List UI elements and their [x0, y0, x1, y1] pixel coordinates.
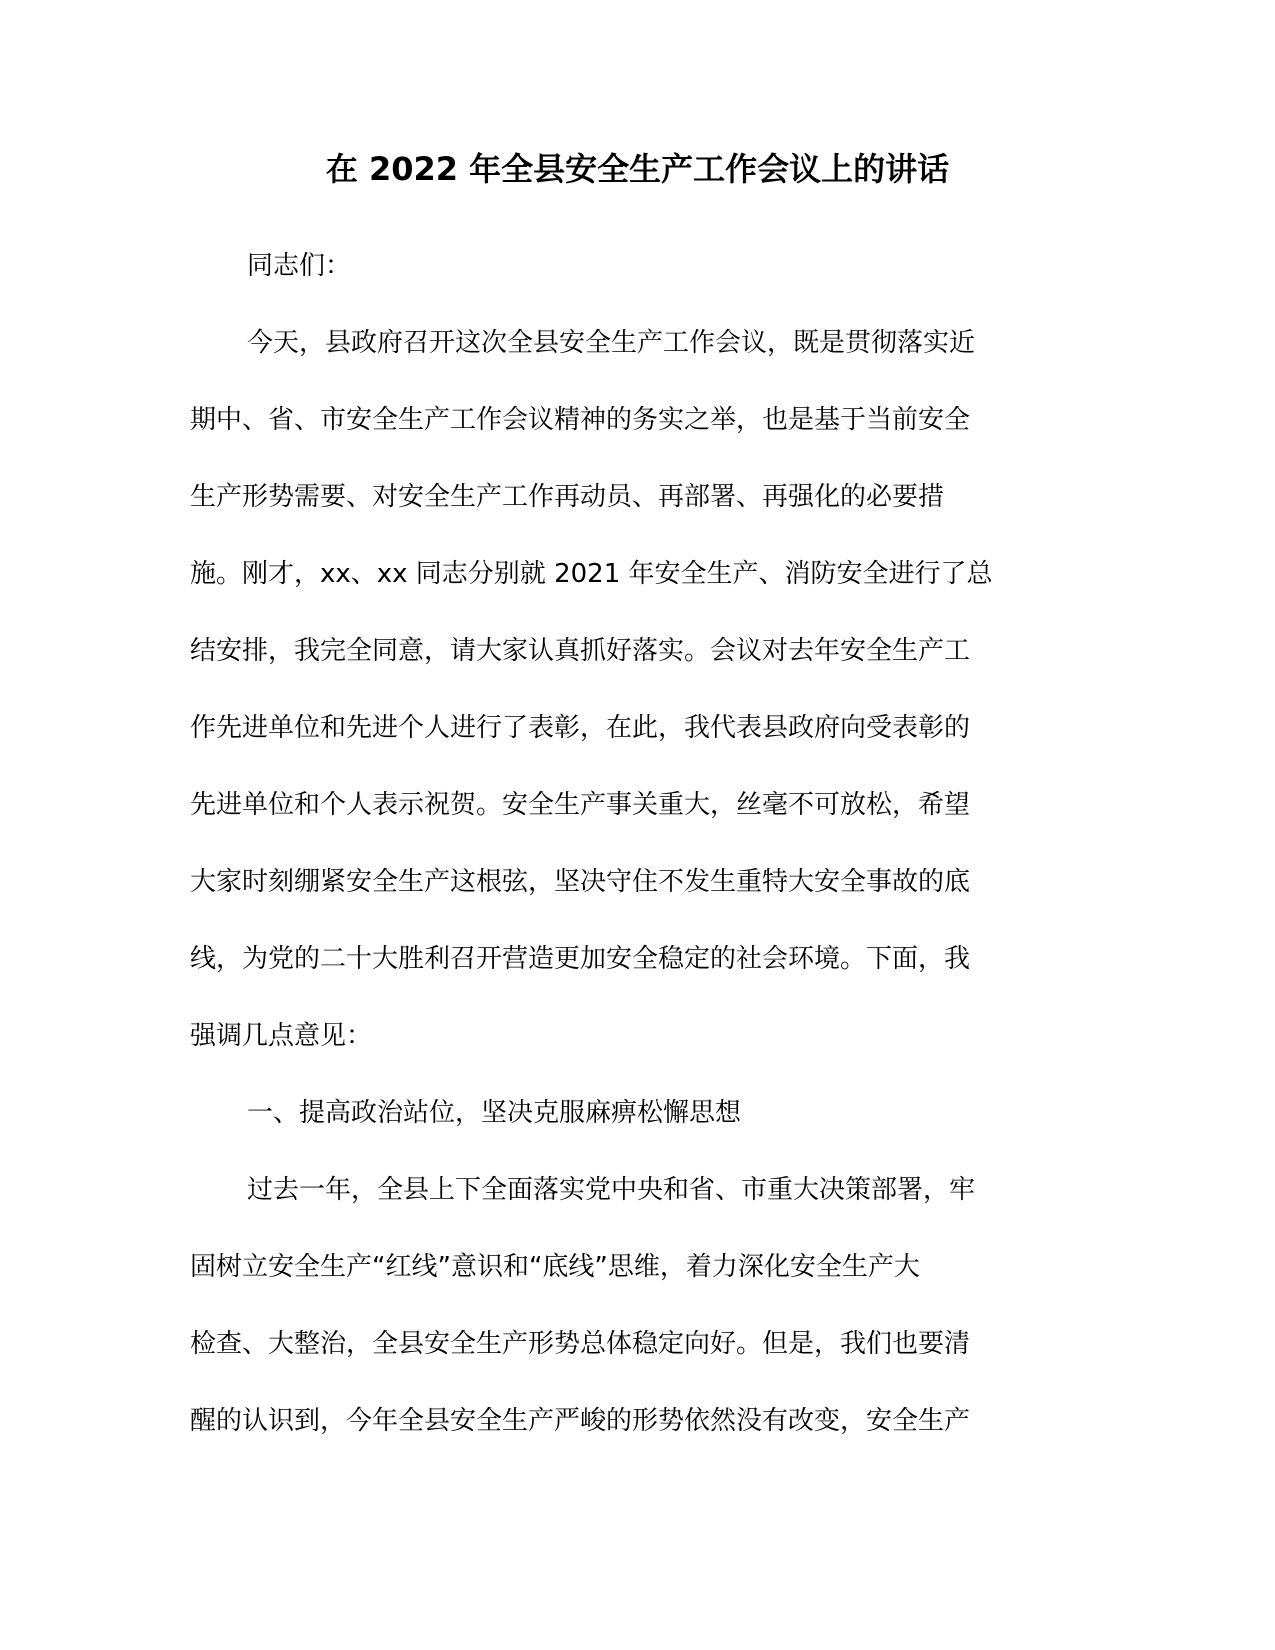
text-line: 期中、省、市安全生产工作会议精神的务实之举，也是基于当前安全 [190, 405, 971, 435]
document-body [190, 228, 1085, 1460]
text-line: 一、提高政治站位，坚决克服麻痹松懈思想 [247, 1098, 742, 1128]
text-line: 生产形势需要、对安全生产工作再动员、再部署、再强化的必要措 [190, 482, 945, 512]
text-line: 醒的认识到，今年全县安全生产严峻的形势依然没有改变，安全生产 [190, 1406, 971, 1436]
text-line: 先进单位和个人表示祝贺。安全生产事关重大，丝毫不可放松，希望 [190, 790, 971, 820]
document-title: 在 2022 年全县安全生产工作会议上的讲话 [325, 150, 950, 188]
text-line: 作先进单位和先进个人进行了表彰，在此，我代表县政府向受表彰的 [190, 713, 971, 743]
text-line: 强调几点意见： [190, 1021, 373, 1051]
text-line: 线，为党的二十大胜利召开营造更加安全稳定的社会环境。下面，我 [190, 944, 971, 974]
text-line: 过去一年，全县上下全面落实党中央和省、市重大决策部署，牢 [247, 1175, 976, 1205]
text-line: 今天，县政府召开这次全县安全生产工作会议，既是贯彻落实近 [247, 328, 976, 358]
text-line: 施。刚才，xx、xx 同志分别就 2021 年安全生产、消防安全进行了总 [190, 559, 993, 589]
text-line: 同志们： [247, 251, 352, 281]
text-line: 结安排，我完全同意，请大家认真抓好落实。会议对去年安全生产工 [190, 636, 971, 666]
text-line: 大家时刻绷紧安全生产这根弦，坚决守住不发生重特大安全事故的底 [190, 867, 971, 897]
text-line: 固树立安全生产“红线”意识和“底线”思维，着力深化安全生产大 [190, 1252, 920, 1282]
text-line: 检查、大整治，全县安全生产形势总体稳定向好。但是，我们也要清 [190, 1329, 971, 1359]
